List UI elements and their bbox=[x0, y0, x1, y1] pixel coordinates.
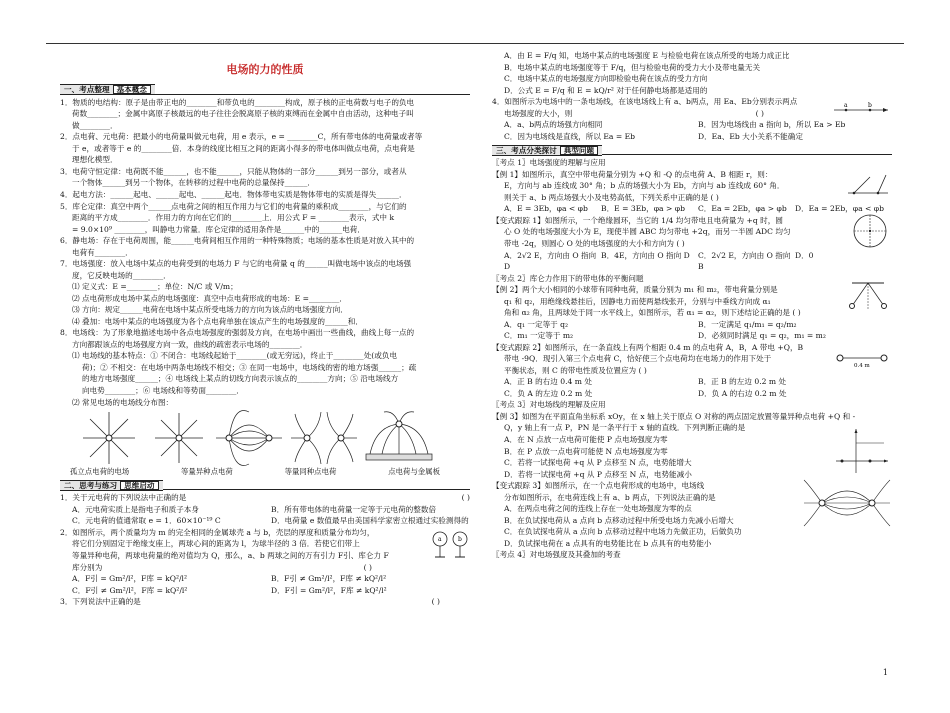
text-line: Q，y 轴上有一点 P，PN 是一条平行于 x 轴的直线．下列判断正确的是 bbox=[504, 423, 746, 433]
section-label: 三、考点分类探讨 bbox=[496, 145, 557, 155]
charged-ring-diagram bbox=[848, 209, 892, 253]
label-b: b bbox=[868, 102, 872, 110]
section-label: 二、思考与练习 bbox=[64, 480, 118, 490]
text-line: 度，它反映电场的________． bbox=[72, 270, 171, 280]
text-line: 分布如图所示，在电荷连线上有 a、b 两点，下列说法正确的是 bbox=[504, 492, 716, 502]
opposite-charges-diagram bbox=[214, 410, 284, 466]
label-a: a bbox=[438, 535, 442, 543]
option: A．a、b两点的场强方向相同 bbox=[504, 120, 603, 130]
concept-list bbox=[60, 97, 470, 408]
text-line: 2．点电荷、元电荷：把最小的电荷量叫做元电荷，用 e 表示，e = ________C，所有带电体的电荷量或者等 bbox=[60, 132, 423, 142]
text-line: 【变式跟踪 1】如图所示，一个绝缘圆环，当它的 1/4 均匀带电且电荷量为 +q 时，圆 bbox=[492, 215, 783, 225]
option: A．由 E = F/q 知，电场中某点的电场强度 E 与检验电荷在该点所受的电场力成正比 bbox=[504, 51, 790, 60]
section-header-1 bbox=[60, 85, 470, 95]
figure-captions bbox=[70, 466, 440, 477]
text-line: 【例 3】如图为在平面直角坐标系 xOy，在 x 轴上关于原点 O 对称的两点固定放置等量异种点电荷 +Q 和 - bbox=[492, 411, 856, 421]
question-4 bbox=[492, 96, 892, 142]
option: B．一定满足 q₁/m₁ = q₂/m₂ bbox=[698, 319, 797, 329]
option: B．电场中某点的电场强度等于 F/q，但与检验电荷的受力大小及带电量无关 bbox=[504, 62, 761, 72]
text-line: 3．电荷守恒定律：电荷既不能______，也不能______，只能从物体的一部分______到另一部分，或者从 bbox=[60, 166, 407, 176]
caption: 等量异种点电荷 bbox=[181, 467, 233, 477]
label-a: a bbox=[844, 102, 848, 110]
section-tag: 思维启动 bbox=[120, 481, 158, 490]
question-3 bbox=[60, 596, 440, 608]
two-charges-line-diagram bbox=[832, 350, 892, 370]
page-number: 1 bbox=[882, 667, 888, 677]
option: B．在负试探电荷从 a 点向 b 点移动过程中所受电场力先减小后增大 bbox=[504, 515, 734, 525]
option: A．E = 3Eb，φa < φb bbox=[504, 204, 588, 214]
option: C．元电荷的值通常取 e = 1．60×10⁻¹⁹ C bbox=[72, 516, 221, 526]
variant-3 bbox=[492, 480, 892, 549]
option: A．2√2 E，方向由 O 指向 D bbox=[504, 250, 597, 272]
option: C．m₁ 一定等于 m₂ bbox=[504, 331, 574, 341]
example-3 bbox=[492, 411, 892, 480]
text-line: 带电 -2q，则圆心 O 处的电场强度的大小和方向为 ( ) bbox=[504, 238, 685, 248]
section-tag: 基本概念 bbox=[113, 85, 151, 94]
option: D．Ea、Eb 大小关系不能确定 bbox=[698, 131, 803, 141]
text-line: 一个物体______到另一个物体，在转移的过程中电荷的总量保持______． bbox=[72, 178, 315, 188]
caption: 点电荷与金属板 bbox=[388, 467, 440, 477]
right-column bbox=[492, 50, 892, 561]
option: D．公式 E = F/q 和 E = kQ/r² 对于任何静电场都是适用的 bbox=[504, 85, 708, 95]
option: D．负试探电荷在 a 点具有的电势能比在 b 点具有的电势能小 bbox=[504, 538, 712, 548]
text-line: 5．库仑定律：真空中两个______点电荷之间的相互作用力与它们的电荷量的乘积成________，与它们的 bbox=[60, 201, 407, 211]
answer-paren: ( ) bbox=[363, 562, 372, 572]
option: B．F引 ≠ Gm²/l²，F库 ≠ kQ²/l² bbox=[271, 574, 387, 584]
text-line: 距离的平方成________．作用力的方向在它们的________上．用公式 F = ________表示，式中 k bbox=[72, 213, 395, 223]
option: A．F引 = Gm²/l²，F库 = kQ²/l² bbox=[72, 574, 188, 584]
coordinate-system-diagram bbox=[832, 425, 892, 475]
distance-label: 0.4 m bbox=[854, 362, 870, 369]
text-line: 等量异种电荷，两球电荷量的绝对值均为 Q，那么，a、b 两球之间的万有引力 F引、库仑力 F bbox=[72, 550, 389, 560]
text-line: = 9.0×10⁹ ________，叫静电力常量．库仑定律的适用条件是______中的______电荷． bbox=[72, 224, 365, 234]
question-stem: 3．下列说法中正确的是 bbox=[60, 597, 141, 607]
text-line: 于 e，或者等于 e 的________倍．本身的线度比相互之间的距离小得多的带电体叫做点电荷，点电荷是 bbox=[72, 143, 415, 153]
text-line: 将它们分别固定于绝缘支座上，两球心间的距离为 l，为球半径的 3 倍．若使它们带上 bbox=[72, 539, 360, 549]
option: B．E = 3Eb，φa > φb bbox=[601, 204, 685, 214]
option: A．在 N 点放一点电荷可能使 P 点电场强度为零 bbox=[504, 435, 668, 444]
text-line: 带电 -9Q．现引入第三个点电荷 C，恰好使三个点电荷均在电场力的作用下处于 bbox=[504, 354, 772, 364]
text-line: 荷数________；金属中离原子核最远的电子往往会脱离原子核的束缚而在金属中自由活动，这种电子叫 bbox=[72, 109, 414, 119]
text-line: ⑷ 叠加：电场中某点的电场强度为各个点电荷单独在该点产生的电场强度的______和． bbox=[72, 316, 363, 326]
option: D．负 A 的右边 0.2 m 处 bbox=[698, 388, 787, 398]
option: A．元电荷实质上是指电子和质子本身 bbox=[72, 504, 199, 514]
option: C．2√2 E，方向由 O 指向 B bbox=[698, 250, 791, 272]
option: B．所有带电体的电荷量一定等于元电荷的整数倍 bbox=[271, 504, 437, 514]
text-line: ⑵ 点电荷形成电场中某点的电场强度：真空中点电荷形成的电场：E =________． bbox=[72, 293, 347, 303]
text-line: 做________． bbox=[72, 120, 118, 130]
section-header-2 bbox=[60, 480, 470, 490]
text-line: ⑶ 方向：规定______电荷在电场中某点所受电场力的方向为该点的电场强度方向． bbox=[72, 305, 348, 315]
charge-and-plate-diagram bbox=[364, 410, 434, 466]
answer-paren: ( ) bbox=[431, 597, 440, 607]
text-line: 角和 α₂ 角，且两球处于同一水平线上，如图所示，若 α₁ = α₂，则下述结论正确的是 ( ) bbox=[504, 308, 801, 318]
topic-heading: 〖考点 4〗对电场强度及其叠加的考查 bbox=[492, 550, 621, 560]
text-line: 【变式跟踪 2】如图所示，在一条直线上有两个相距 0.4 m 的点电荷 A，B，A 带电 +Q，B bbox=[492, 342, 804, 352]
text-line: 的地方电场强度______；④ 电场线上某点的切线方向表示该点的________方向；⑤ 沿电场线方 bbox=[82, 374, 399, 384]
text-line: ⑴ 电场线的基本特点：① 不闭合：电场线起始于________(或无穷远)，终止于________处(或负电 bbox=[72, 351, 398, 361]
field-line-ab-diagram bbox=[832, 102, 892, 116]
text-line: 6．静电场：存在于电荷周围，能______电荷间相互作用的一种特殊物质；电场的基本性质是对放入其中的 bbox=[60, 236, 415, 246]
point-charge-field-diagram bbox=[74, 410, 144, 466]
question-1 bbox=[60, 492, 470, 527]
topic-heading: 〖考点 2〗库仑力作用下的带电体的平衡问题 bbox=[492, 273, 644, 283]
text-line: 方向都跟该点的电场强度方向一致，曲线的疏密表示电场的________． bbox=[72, 339, 308, 349]
text-line: 向电势________；⑥ 电场线和等势面________． bbox=[82, 386, 244, 395]
text-line: 1．物质的电结构：原子是由带正电的________和带负电的________构成，原子核的正电荷数与电子的负电 bbox=[60, 97, 415, 107]
option: A．q₁ 一定等于 q₂ bbox=[504, 319, 569, 329]
option: C．若将一试探电荷 +q 从 P 点移至 N 点，电势能增大 bbox=[504, 458, 692, 468]
section-header-3 bbox=[492, 145, 892, 155]
option: C．因为电场线是直线，所以 Ea = Eb bbox=[504, 131, 636, 141]
option: B．因为电场线由 a 指向 b，所以 Ea > Eb bbox=[698, 120, 846, 130]
example-2 bbox=[492, 284, 892, 342]
option: A．正 B 的右边 0.4 m 处 bbox=[504, 377, 592, 387]
option: B．4E，方向由 O 指向 D bbox=[601, 250, 690, 260]
text-line: q₁ 和 q₂，用绝缘线悬挂后，因静电力而使两悬线张开，分别与中垂线方向成 α₁ bbox=[504, 296, 771, 306]
text-line: 库分别为 bbox=[72, 562, 103, 572]
option: A．在两点电荷之间的连线上存在一处电场强度为零的点 bbox=[504, 504, 692, 514]
text-line: 4．起电方法：______起电、______起电、______起电．物体带电实质是物体带电的实质是得失______． bbox=[60, 189, 407, 199]
text-line: 7．电场强度：放入电场中某点的电荷受到的电场力 F 与它的电荷量 q 的______叫做电场中该点的电场强 bbox=[60, 259, 412, 269]
section-tag: 典型问题 bbox=[560, 146, 598, 155]
example-1 bbox=[492, 169, 892, 215]
option: C．负 A 的左边 0.2 m 处 bbox=[504, 388, 593, 398]
text-line: ⑴ 定义式：E =________；单位：N/C 或 V/m； bbox=[72, 282, 238, 292]
variant-2 bbox=[492, 342, 892, 400]
option: C．Ea = 2Eb，φa > φb bbox=[698, 204, 787, 214]
option: D．电荷量 e 数值最早由美国科学家密立根通过实验测得的 bbox=[271, 516, 469, 526]
hanging-balls-diagram bbox=[844, 280, 892, 314]
option: C．电场中某点的电场强度方向即检验电荷在该点的受力方向 bbox=[504, 74, 708, 84]
like-charges-diagram bbox=[289, 410, 359, 466]
option: D．0 bbox=[795, 250, 814, 260]
text-line: 荷)；② 不相交：在电场中两条电场线不相交；③ 在同一电场中，电场线的密的地方场强______；疏 bbox=[82, 362, 417, 372]
text-line: 【例 1】如图所示，真空中带电荷量分别为 +Q 和 -Q 的点电荷 A、B 相距 r，则： bbox=[492, 169, 773, 179]
text-line: 【变式跟踪 3】如图所示，在一个点电荷形成的电场中，电场线 bbox=[492, 481, 705, 491]
left-column bbox=[60, 50, 470, 608]
option: C．在负试探电荷从 a 点向 b 点移动过程中电场力先做正功，后做负功 bbox=[504, 527, 742, 537]
header-rule bbox=[46, 43, 904, 44]
text-line: 电荷有________． bbox=[72, 247, 133, 257]
topic-heading: 〖考点 1〗电场强度的理解与应用 bbox=[492, 158, 606, 168]
question-2 bbox=[60, 527, 470, 596]
question-stem: 1．关于元电荷的下列说法中正确的是 bbox=[60, 493, 187, 503]
section-label: 一、考点整理 bbox=[64, 85, 110, 95]
text-line: 理想化模型． bbox=[72, 155, 118, 165]
option: D．Ea = 2Eb，φa < φb bbox=[795, 204, 884, 214]
question-3-options bbox=[492, 50, 892, 96]
answer-paren: ( ) bbox=[461, 493, 470, 503]
variant-1 bbox=[492, 215, 892, 273]
text-line: 电场强度的大小，则 bbox=[504, 108, 573, 118]
option: D．若将一试探电荷 +q 从 P 点移至 N 点，电势能减小 bbox=[504, 469, 692, 479]
two-shells-diagram bbox=[430, 527, 470, 561]
text-line: 【例 2】两个大小相同的小球带有同种电荷，质量分别为 m₁ 和 m₂，带电荷量分别是 bbox=[492, 285, 778, 295]
text-line: E，方向与 ab 连线成 30° 角；b 点的场强大小为 Eb，方向与 ab 连线成 60° 角． bbox=[504, 181, 785, 191]
label-b: b bbox=[458, 535, 462, 543]
option: D．F引 = Gm²/l²，F库 ≠ kQ²/l² bbox=[271, 585, 387, 595]
caption: 等量同种点电荷 bbox=[284, 467, 337, 477]
text-line: ⑵ 常见电场的电场线分布图： bbox=[72, 397, 174, 407]
text-line: 2．如图所示，两个质量均为 m 的完全相同的金属球壳 a 与 b，壳层的厚度和质量分布均匀， bbox=[60, 527, 375, 537]
text-line: 8．电场线：为了形象地描述电场中各点电场强度的强弱及方向，在电场中画出一些曲线，曲线上每一点的 bbox=[60, 328, 415, 338]
field-lines-two-charges-diagram bbox=[802, 476, 892, 530]
text-line: 心 O 处的电场强度大小为 E，现使半圆 ABC 均匀带电 +2q，而另一半圆 ADC 均匀 bbox=[504, 227, 791, 237]
option: C．F引 ≠ Gm²/l²，F库 = kQ²/l² bbox=[72, 585, 188, 595]
option: D．必须同时满足 q₁ = q₂，m₁ = m₂ bbox=[698, 331, 826, 341]
text-line: 4．如图所示为电场中的一条电场线，在该电场线上有 a、b两点，用 Ea、Eb分别表示两点 bbox=[492, 97, 798, 107]
angle-field-diagram bbox=[844, 169, 892, 199]
field-line-figures bbox=[74, 410, 434, 466]
text-line: 则关于 a、b 两点场强大小及电势高低，下列关系中正确的是 ( ) bbox=[504, 192, 719, 202]
option: B．正 B 的左边 0.2 m 处 bbox=[698, 377, 787, 387]
answer-paren: ( ) bbox=[755, 108, 764, 118]
topic-heading: 〖考点 3〗对电场线的理解及应用 bbox=[492, 400, 606, 410]
point-charge-field-diagram-2 bbox=[149, 410, 209, 466]
page-title: 电场的力的性质 bbox=[226, 63, 304, 76]
caption: 孤立点电荷的电场 bbox=[70, 467, 130, 477]
text-line: 平衡状态，则 C 的带电性质及位置应为 ( ) bbox=[504, 365, 647, 375]
option: B．在 P 点放一点电荷可能使 N 点电场强度为零 bbox=[504, 446, 668, 456]
